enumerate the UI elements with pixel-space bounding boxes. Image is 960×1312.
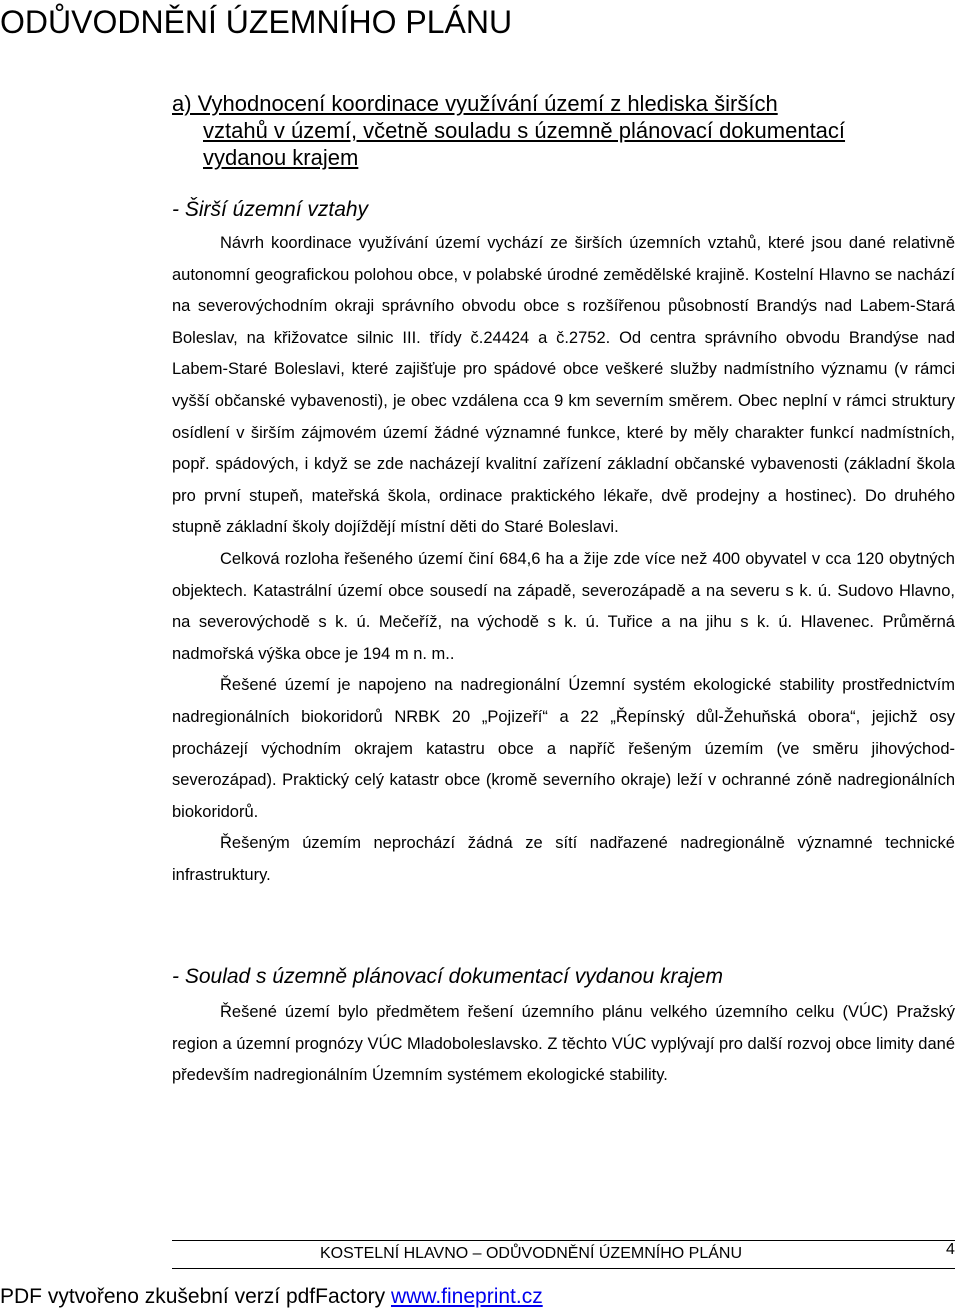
sirsi-vztahy-body — [172, 228, 955, 891]
pdf-notice — [0, 1284, 543, 1310]
footer-title: KOSTELNÍ HLAVNO – ODŮVODNĚNÍ ÚZEMNÍHO PLÁNU — [320, 1245, 742, 1262]
soulad-body — [172, 997, 955, 1092]
paragraph: Řešené území bylo předmětem řešení územního plánu velkého územního celku (VÚC) Pražský region a územní prognózy VÚC Mladoboleslavsko. Z těchto VÚC vyplývají pro další rozvoj obce limity dané především nadregionálním Územním systémem ekologické stability. — [172, 1003, 955, 1085]
section-a-heading-line2: vztahů v území, včetně souladu s územně plánovací dokumentací — [203, 118, 846, 143]
page-number: 4 — [946, 1241, 955, 1258]
pdf-notice-link[interactable]: www.fineprint.cz — [390, 1285, 543, 1308]
sirsi-vztahy-heading: - Širší územní vztahy — [172, 198, 369, 221]
soulad-heading: - Soulad s územně plánovací dokumentací vydanou krajem — [172, 965, 723, 988]
paragraph: Návrh koordinace využívání území vychází ze širších územních vztahů, které jsou dané relativně autonomní geografickou polohou obce, v polabské úrodné zemědělské krajině. Kostelní Hlavno se nachází na severovýchodním okraji správního obvodu obce s rozšířenou působností Brandýs nad Labem-Stará Boleslav, na křižovatce silnic III. třídy č.24424 a č.2752. Od centra správního obvodu Brandýse nad Labem-Staré Boleslavi, které zajišťuje pro spádové obce veškeré služby nadmístního významu (v rámci vyšší občanské vybavenosti), je obec vzdálena cca 9 km severním směrem. Obec neplní v rámci struktury osídlení v širším zájmovém území žádné významné funkce, které by měly charakter funkcí nadmístních, popř. spádových, i když se zde nacházejí kvalitní zařízení základní občanské vybavenosti (základní škola pro první stupeň, mateřská škola, ordinace praktického lékaře, dvě prodejny a hostinec). Do druhého stupně základní školy dojíždějí místní děti do Staré Boleslavi. — [172, 234, 955, 537]
section-a-heading-line3: vydanou krajem — [203, 145, 359, 170]
paragraph: Řešené území je napojeno na nadregionální Územní systém ekologické stability prostřednictvím nadregionálních biokoridorů NRBK 20 „Pojizeří“ a 22 „Řepínský důl-Žehuňská obora“, jejichž osy procházejí východním okrajem katastru obce a napříč řešeným územím (ve směru jihovýchod-severozápad). Praktický celý katastr obce (kromě severního okraje) leží v ochranné zóně nadregionálních biokoridorů. — [172, 676, 955, 821]
page-title: ODŮVODNĚNÍ ÚZEMNÍHO PLÁNU — [0, 4, 513, 40]
section-a-heading-line1: a) Vyhodnocení koordinace využívání území z hlediska širších — [172, 91, 778, 116]
section-a-heading — [172, 90, 845, 171]
footer-rule-top — [172, 1240, 955, 1241]
paragraph: Řešeným územím neprochází žádná ze sítí nadřazené nadregionálně významné technické infrastruktury. — [172, 834, 955, 884]
pdf-notice-text: PDF vytvořeno zkušební verzí pdfFactory — [0, 1285, 391, 1308]
footer-rule-bottom — [172, 1268, 955, 1269]
paragraph: Celková rozloha řešeného území činí 684,6 ha a žije zde více než 400 obyvatel v cca 120 obytných objektech. Katastrální území obce sousedí na západě, severozápadě a na severu s k. ú. Sudovo Hlavno, na severovýchodě s k. ú. Mečeříž, na východě s k. ú. Tuřice a na jihu s k. ú. Hlavenec. Průměrná nadmořská výška obce je 194 m n. m.. — [172, 549, 955, 663]
